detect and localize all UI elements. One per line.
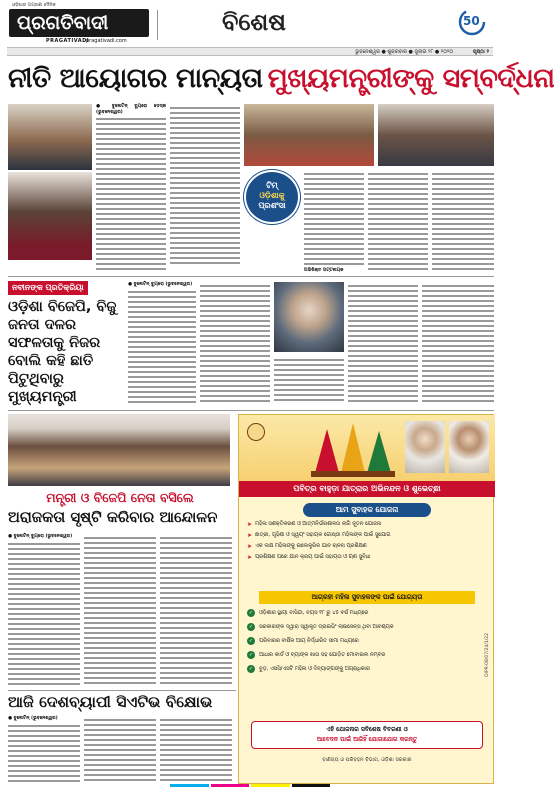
bjd-headline: ଓଡ଼ିଶା ବିଜେପି, ବିଜୁ ଜନତା ଦଳର ସଫଳତାକୁ ନିଜର ବୋଲି କହି ଛାତି ପିଟୁଥିବାରୁ ମୁଖ୍ୟମନ୍ତ୍ରୀ bbox=[8, 299, 117, 405]
section-title: ବିଶେଷ bbox=[222, 8, 286, 36]
chariot-illustration-icon bbox=[305, 419, 401, 479]
page-number: ପୃଷ୍ଠା ୨ bbox=[472, 49, 489, 55]
bjd-col-2 bbox=[200, 282, 270, 406]
protest-col-2 bbox=[84, 534, 156, 686]
bottom-col-3 bbox=[160, 716, 232, 782]
bottom-col-2 bbox=[84, 716, 156, 782]
badge-line-3: ପ୍ରଶଂସା bbox=[258, 201, 286, 210]
masthead-logo bbox=[9, 9, 149, 37]
main-sign-off: ଅଭିଷିକ୍ତ ପଟ୍ଟନାୟକ bbox=[304, 268, 344, 273]
main-story-col-1 bbox=[96, 104, 166, 268]
check-icon: ✓ bbox=[248, 652, 254, 658]
arrow-bullet-icon: ➤ bbox=[247, 543, 253, 550]
anniversary-logo bbox=[458, 8, 486, 36]
ad-scheme-list bbox=[247, 521, 487, 565]
bjd-col-3 bbox=[274, 356, 344, 406]
ad-leader-photo-1 bbox=[405, 421, 445, 473]
check-icon: ✓ bbox=[248, 610, 254, 616]
ad-scheme-title: ଆମ ସୁବାହକ ଯୋଜନା bbox=[303, 503, 431, 517]
masthead-tagline: ଓଡ଼ିଶାର ଅଗ୍ରଣୀ ଦୈନିକ bbox=[12, 3, 56, 8]
arrow-bullet-icon: ➤ bbox=[247, 554, 253, 561]
ad-criteria-item: ✓ ବୁଡ଼, ଏସସି/ଏସଟି ମହିଳା ଓ ଦିବ୍ୟାଙ୍ଗଙ୍କୁ ଅଗ୍ରାଧିକାର bbox=[248, 665, 370, 672]
ad-criteria-item: ✓ ପରିବାରର ବାର୍ଷିକ ଆୟ ନିର୍ଦ୍ଧାରିତ ସୀମା ମଧ୍ୟରେ bbox=[248, 637, 359, 644]
ad-code: OIPR-08/07/24/1/22 bbox=[485, 633, 490, 677]
badge-line-2: ଓଡ଼ିଶାକୁ bbox=[259, 191, 285, 200]
badge-line-1: ଟିମ୍ bbox=[266, 181, 278, 190]
main-headline bbox=[8, 61, 554, 97]
main-photo-left-1 bbox=[8, 104, 92, 170]
main-photo-right bbox=[378, 104, 494, 166]
main-story-col-3 bbox=[304, 170, 364, 273]
website-link[interactable]: pragativadi.com bbox=[86, 38, 127, 44]
bottom-byline: ● ବୁଲେଟିନ୍ (ଭୁବନେଶ୍ୱର) bbox=[8, 716, 58, 721]
bjd-kicker: ନବୀନଙ୍କ ପ୍ରତିକ୍ରିୟା bbox=[8, 281, 88, 295]
ad-top-art bbox=[239, 415, 495, 481]
protest-headline-red: ମନ୍ତ୍ରୀ ଓ ବିଜେପି ନେତା ବସିଲେ bbox=[46, 490, 194, 505]
main-story-col-2 bbox=[170, 104, 240, 268]
protest-photo bbox=[8, 414, 230, 486]
main-photo-left-2 bbox=[8, 172, 92, 260]
ad-criteria-list bbox=[247, 609, 487, 679]
ad-cta-line-1: ଏହି ଯୋଜନାର ସବିଶେଷ ବିବରଣୀ ଓ bbox=[326, 726, 408, 733]
ad-section-title: ଆଗ୍ରହୀ ମହିଳା ସୁବାହକଙ୍କ ପାଇଁ ଯୋଗ୍ୟତା bbox=[259, 591, 475, 604]
bjd-col-1 bbox=[128, 282, 196, 406]
anniversary-number: 50 bbox=[463, 14, 480, 28]
registration-swatch bbox=[170, 784, 209, 787]
bottom-headline: ଆଜି ଦେଶବ୍ୟାପୀ ସିଏଟିଭ ବିକ୍ଷୋଭ bbox=[8, 693, 213, 711]
naveen-portrait bbox=[274, 282, 344, 352]
ad-cta-box bbox=[251, 721, 483, 749]
main-headline-red: ମୁଖ୍ୟମନ୍ତ୍ରୀଙ୍କୁ ସମ୍ବର୍ଦ୍ଧନା bbox=[267, 63, 554, 94]
registration-swatch bbox=[211, 784, 250, 787]
ad-banner: ପବିତ୍ର ବାହୁଡ଼ା ଯାତ୍ରାର ଅଭିନନ୍ଦନ ଓ ଶୁଭେଚ୍ଛା bbox=[239, 481, 495, 497]
government-ad bbox=[238, 414, 494, 784]
ad-cta-line-2: ଆବେଦନ ପାଇଁ ଆଜିହିଁ ଯୋଗାଯୋଗ କରନ୍ତୁ bbox=[316, 736, 418, 743]
registration-swatch bbox=[292, 784, 331, 787]
bjd-col-5 bbox=[422, 282, 494, 406]
odisha-emblem-icon bbox=[247, 423, 265, 441]
protest-headline-black: ଅରାଜକତା ସୃଷ୍ଟି କରିବାର ଆନ୍ଦୋଳନ bbox=[8, 508, 218, 526]
ad-criteria-item: ✓ ଆଧାର କାର୍ଡ ଓ ବ୍ୟାଙ୍କ ଖାତା ସହ ଯୋଡ଼ିତ ମୋବାଇଲ ନମ୍ବର bbox=[248, 651, 386, 658]
dateline: ଭୁବନେଶ୍ୱର ● ଶୁକ୍ରବାର ● ଜୁଲାଇ ୨୮ ● ୨୦୨୦ bbox=[355, 49, 453, 55]
ad-scheme-item: ➤ ଏକ ଲକ୍ଷ ମହିଳାଙ୍କୁ ଇଲେକ୍ଟ୍ରିକ ଯାନ ଚାଳନା ପ୍ରଶିକ୍ଷଣ bbox=[247, 543, 367, 550]
bottom-col-1 bbox=[8, 716, 80, 782]
main-headline-black: ନୀତି ଆୟୋଗର ମାନ୍ୟତା bbox=[8, 63, 263, 94]
check-icon: ✓ bbox=[248, 666, 254, 672]
arrow-bullet-icon: ➤ bbox=[247, 532, 253, 539]
bjd-story-divider bbox=[8, 276, 494, 277]
bjd-col-4 bbox=[348, 282, 418, 406]
ad-scheme-item: ➤ ଛାତ୍ରୀ, ଗୃହିଣୀ ଓ ସ୍ୱୟଂ ସହାୟକ ଗୋଷ୍ଠୀ ମହିଳାଙ୍କ ପାଇଁ ସୁଯୋଗ bbox=[247, 532, 391, 539]
color-registration-bar bbox=[170, 784, 330, 787]
main-story-col-4 bbox=[368, 170, 428, 270]
main-photo-center bbox=[244, 104, 374, 166]
protest-byline: ● ବୁଲେଟିନ୍ ବ୍ୟୁରୋ (ଭୁବନେଶ୍ୱର) bbox=[8, 534, 73, 539]
protest-col-1 bbox=[8, 534, 80, 686]
ad-leader-photo-2 bbox=[449, 421, 489, 473]
logo-text: ପ୍ରଗତିବାଦୀ bbox=[17, 12, 109, 34]
protest-col-3 bbox=[160, 534, 232, 686]
ad-criteria-item: ✓ ସରକାରଙ୍କ ଦ୍ୱାରା ସ୍ୱୀକୃତ ଡ୍ରାଇଭିଂ ଲାଇସେନ୍ସ ଥିବା ଆବଶ୍ୟକ bbox=[248, 623, 394, 630]
registration-swatch bbox=[251, 784, 290, 787]
bjd-byline: ● ବୁଲେଟିନ୍ ବ୍ୟୁରୋ (ଭୁବନେଶ୍ୱର) bbox=[128, 282, 193, 287]
ad-scheme-item: ➤ ପ୍ରଶିକ୍ଷଣ ପରେ ଯାନ କ୍ରୟ ପାଇଁ ସହାୟତା ଓ ଋଣ ସୁବିଧା bbox=[247, 554, 371, 561]
masthead-divider bbox=[157, 10, 158, 40]
protest-divider bbox=[8, 410, 494, 411]
ad-criteria-item: ✓ ଓଡ଼ିଶାର ସ୍ଥାୟୀ ବାସିନ୍ଦା, ବୟସ ୧୮ ରୁ ୪୫ ବର୍ଷ ମଧ୍ୟରେ bbox=[248, 609, 369, 616]
check-icon: ✓ bbox=[248, 624, 254, 630]
masthead bbox=[0, 0, 500, 64]
dateline-bar bbox=[7, 47, 493, 56]
logo-sub: PRAGATIVADI bbox=[46, 38, 90, 44]
main-byline: ● ବୁଲେଟିନ୍ ବ୍ୟୁରୋ ଡେସ୍କ (ଭୁବନେଶ୍ୱର) bbox=[96, 104, 166, 115]
team-odisha-badge bbox=[244, 170, 300, 224]
ad-scheme-item: ➤ ମହିଳା ସଶକ୍ତିକରଣ ଓ ଆତ୍ମନିର୍ଭରଶୀଳତା ଲାଗି ନୂତନ ଯୋଜନା bbox=[247, 521, 382, 528]
check-icon: ✓ bbox=[248, 638, 254, 644]
ad-footer: ବାଣିଜ୍ୟ ଓ ପରିବହନ ବିଭାଗ, ଓଡ଼ିଶା ସରକାର bbox=[322, 757, 412, 763]
main-story-col-5 bbox=[432, 170, 494, 270]
arrow-bullet-icon: ➤ bbox=[247, 521, 253, 528]
bottom-divider bbox=[8, 690, 236, 691]
